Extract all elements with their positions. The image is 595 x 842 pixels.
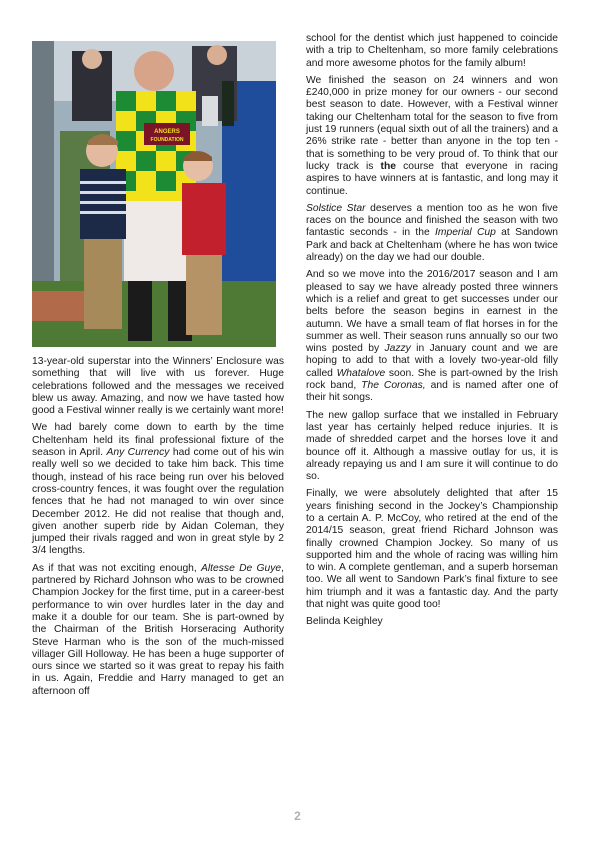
right-paragraph-2 bbox=[306, 75, 558, 198]
silks-text-2: FOUNDATION bbox=[150, 137, 184, 143]
text-run: We had barely come down to earth by the time Cheltenham held its final professional fixture of the season in April. bbox=[32, 422, 284, 459]
text-run: course that everyone in racing aspires to have winners at is fantastic, and long may it continue. bbox=[306, 160, 558, 197]
race-name: Imperial Cup bbox=[435, 227, 496, 239]
text-run: had come out of his win really well so we decided to take him back. This time though, instead of his race being run over his beloved cross-country fences, it was fought over the regulation fences that he had not managed to win over since December 2012. He did not realise that though and, given another superb ride by Aidan Coleman, they jumped their rivals ragged and won in great style by 2 3/4 lengths. bbox=[32, 447, 285, 557]
signature: Belinda Keighley bbox=[306, 616, 383, 628]
right-column bbox=[306, 33, 558, 634]
text-run: at Sandown Park and back at Cheltenham (where he has won twice already) on the day we had our double. bbox=[306, 227, 559, 264]
band-name: The Coronas, bbox=[361, 380, 426, 392]
text-run: and is named after one of their hit songs. bbox=[306, 380, 558, 404]
left-paragraph-3 bbox=[32, 563, 284, 698]
horse-name: Any Currency bbox=[106, 447, 170, 459]
right-paragraph-1: school for the dentist which just happened to coincide with a trip to Cheltenham, so more family celebrations and more awesome photos for the family album! bbox=[306, 33, 558, 69]
page-number: 2 bbox=[294, 809, 301, 823]
text-run: We finished the season on 24 winners and won £240,000 in prize money for our owners - our second best season to date. However, with a Festival winner taking our Cheltenham total for the season to five from just 19 runners (equal sixth out of all the trainers) and a 26% strike rate - better than anyone in the top ten - that is something to be very proud of. To think that our lucky track is bbox=[306, 74, 558, 172]
right-paragraph-5: The new gallop surface that we installed in February last year has certainly helped reduce injuries. It is made of shredded carpet and the horses love it and bounce off it. Although a massive outlay for us, it is already repaying us and I am sure it will continue to do so. bbox=[306, 409, 558, 483]
text-run: As if that was not exciting enough, bbox=[32, 562, 202, 574]
text-run: in January count and we are hoping to add to that with a lovely two-year-old filly called bbox=[306, 343, 558, 379]
jockey-photo bbox=[32, 41, 276, 347]
horse-name: Altesse De Guye bbox=[201, 562, 282, 574]
left-paragraph-2 bbox=[32, 422, 284, 557]
left-paragraph-1: 13-year-old superstar into the Winners’ Enclosure was something that will live with us forever. Huge celebrations followed and the messages we received blew us away. Amazing, and now we have tasted how good a Festival winner really is we certainly want more! bbox=[32, 356, 284, 417]
right-paragraph-6: Finally, we were absolutely delighted that after 15 years finishing second in the Jockey’s Championship to a certain A. P. McCoy, who retired at the end of the 2014/15 season, great friend Richard Johnson was finally crowned Champion Jockey. So many of us supported him and the whole of racing was willing him to win. A complete gentleman, and a superb horseman too. We all went to Sandown Park’s final fixture to see him triumph and it was a fantastic day. And the party that night was quite good too! bbox=[306, 488, 558, 611]
silks-text-1: ANGERS bbox=[154, 129, 180, 135]
horse-name: Solstice Star bbox=[306, 202, 366, 214]
horse-name: Whatalove bbox=[336, 367, 386, 379]
text-run: , partnered by Richard Johnson who was to be crowned Champion Jockey for the first time, put in a career-best performance to win over hurdles later in the day and make it a double for our team. She is part-owned by the Chairman of the British Horseracing Authority Steve Harman who is the son of the much-missed villager Gill Holloway. He has been a huge supporter of ours since we started so it was great to repay his faith in us. Again, Freddie and Harry managed to get an afternoon off bbox=[32, 562, 284, 697]
jockey-photo-illustration bbox=[32, 41, 276, 347]
horse-name: Jazzy bbox=[384, 343, 411, 355]
right-paragraph-3 bbox=[306, 203, 558, 264]
emphasis-word: the bbox=[380, 160, 396, 172]
text-run: deserves a mention too as he won five races on the bounce and finished the season with two fantastic seconds - in the bbox=[306, 202, 558, 239]
right-paragraph-4 bbox=[306, 269, 558, 404]
text-run: soon. She is part-owned by the Irish rock band, bbox=[306, 367, 558, 392]
left-column bbox=[32, 33, 284, 703]
text-run: And so we move into the 2016/2017 season and I am pleased to say we have already posted three winners which is a relief and great to get successes under our belts before the season begins in earnest in the autumn. We have a small team of flat horses in for the summer as well. Their season runs annually so our two wins posted by bbox=[306, 269, 558, 355]
